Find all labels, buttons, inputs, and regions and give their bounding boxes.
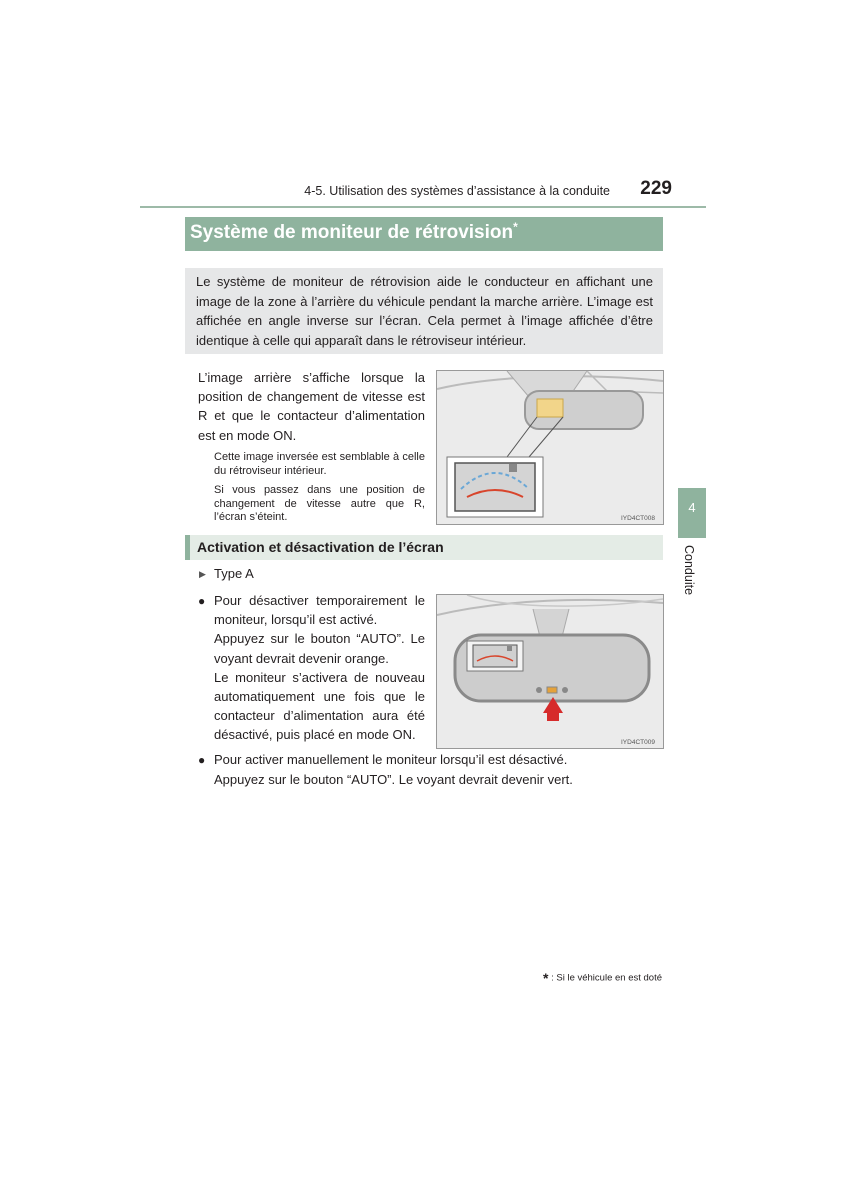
bullet-1-line-2: Appuyez sur le bouton “AUTO”. Le voyant devrait devenir orange. <box>214 631 425 666</box>
header-rule <box>140 206 706 208</box>
chapter-label: Conduite <box>682 545 696 596</box>
triangle-right-icon: ▶ <box>199 569 206 579</box>
page-title <box>190 222 518 244</box>
filled-circle-icon: ● <box>198 594 206 608</box>
section-title: Activation et désactivation de l’écran <box>197 539 444 555</box>
filled-circle-icon: ● <box>198 753 206 767</box>
note-2: Si vous passez dans une position de changement de vitesse autre que R, l’écran s’éteint. <box>214 484 425 523</box>
title-asterisk: * <box>513 220 518 234</box>
mirror-button-illustration <box>437 595 663 748</box>
type-label: Type A <box>214 566 254 581</box>
bullet-2-line-1: Pour activer manuellement le moniteur lorsqu’il est désactivé. <box>214 752 568 767</box>
mirror-illustration <box>437 371 663 524</box>
running-header: 4-5. Utilisation des systèmes d’assistance à la conduite <box>304 184 610 198</box>
footnote-text: : Si le véhicule en est doté <box>551 972 662 984</box>
bullet-1-line-1: Pour désactiver temporairement le moniteur, lorsqu’il est activé. <box>214 593 425 628</box>
footnote <box>530 970 662 986</box>
footnote-star: * <box>543 970 549 986</box>
bullet-1-line-3: Le moniteur s’activera de nouveau automatiquement une fois que le contacteur d’alimentation aura été désactivé, puis placé en mode ON. <box>214 669 425 743</box>
body-paragraph: L’image arrière s’affiche lorsque la position de changement de vitesse est R et que le contacteur d’alimentation est en mode ON. <box>198 370 425 443</box>
intro-box <box>185 268 663 354</box>
figure-rearview-mirror <box>436 370 664 525</box>
note-1: Cette image inversée est semblable à celle du rétroviseur intérieur. <box>214 451 425 477</box>
bullet-2-line-2: Appuyez sur le bouton “AUTO”. Le voyant devrait devenir vert. <box>214 771 573 787</box>
figure-2-code: IYD4CT009 <box>621 739 655 746</box>
figure-auto-button <box>436 594 664 749</box>
bullet-2 <box>214 750 674 789</box>
page-number: 229 <box>640 178 672 199</box>
chapter-number: 4 <box>688 500 696 515</box>
page-title-text: Système de moniteur de rétrovision <box>190 222 514 243</box>
figure-1-code: IYD4CT008 <box>621 515 655 522</box>
bullet-1 <box>214 591 425 745</box>
intro-text: Le système de moniteur de rétrovision aide le conducteur en affichant une image de la zone à l’arrière du véhicule pendant la marche arrière. L’image est affichée en angle inverse sur l’écran. Cela permet à l’image affichée d’être identique à celle qui apparaît dans le rétroviseur intérieur. <box>196 274 653 348</box>
